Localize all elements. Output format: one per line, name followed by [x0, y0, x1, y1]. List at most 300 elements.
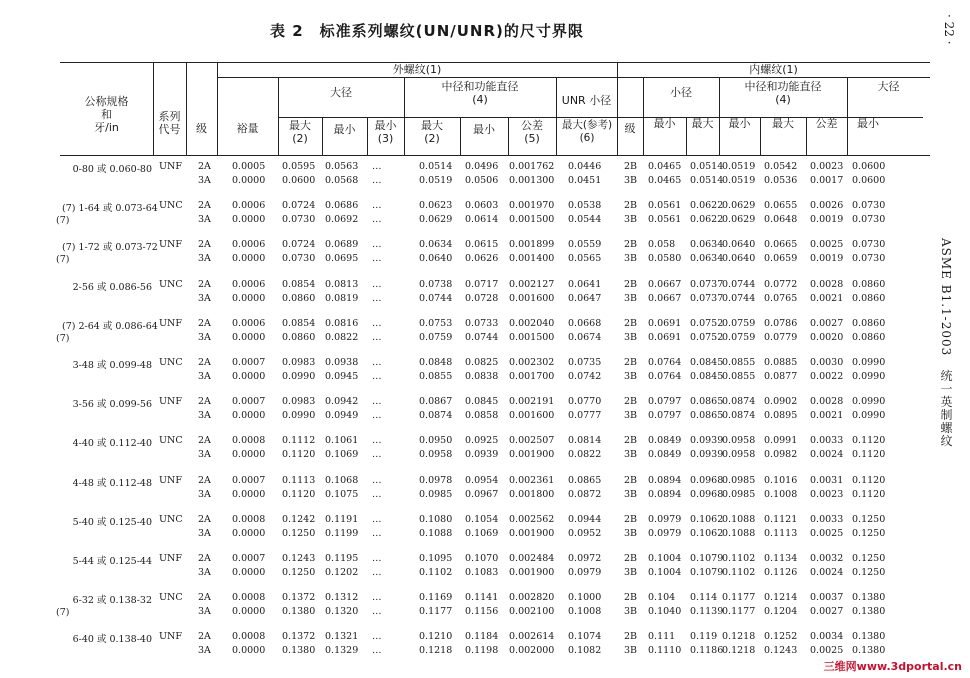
- table-cell: 0.0629: [722, 200, 756, 212]
- table-cell: 0.0728: [465, 292, 499, 304]
- table-cell: 0.119: [690, 631, 718, 643]
- table-cell: 0.058: [648, 239, 676, 251]
- table-cell: 0.0730: [852, 253, 886, 265]
- header-internal-thread: 内螺纹(1): [749, 63, 798, 76]
- table-cell: 0.1079: [690, 553, 724, 564]
- table-cell: 0.0028: [810, 278, 844, 290]
- table-cell: 0.1243: [764, 645, 798, 657]
- table-cell: 0.0536: [764, 175, 798, 186]
- table-cell: …: [372, 239, 382, 251]
- table-cell: 0.1218: [419, 645, 453, 657]
- table-cell: 0.0949: [325, 410, 359, 422]
- table-cell: 0.0008: [232, 513, 266, 525]
- table-cell: 0.0025: [810, 527, 844, 539]
- table-cell: 3B: [624, 449, 638, 461]
- table-cell: …: [372, 331, 382, 343]
- table-cell: 2B: [624, 435, 638, 447]
- header-pitch-diameter: 中径和功能直径 (4): [441, 80, 519, 106]
- table-cell: 0.0600: [852, 161, 886, 172]
- table-cell: 3B: [624, 410, 638, 422]
- table-cell: 0.0845: [690, 357, 724, 368]
- table-cell: 0.1177: [722, 606, 756, 618]
- table-cell: 0.0665: [764, 239, 798, 251]
- table-cell: 0.0717: [465, 278, 499, 290]
- table-cell: 0.0000: [232, 488, 266, 500]
- table-cell: 0.0007: [232, 553, 266, 564]
- table-cell: 0.1134: [764, 553, 798, 564]
- table-cell: 0.1210: [419, 631, 453, 643]
- table-cell: 0.0737: [690, 292, 724, 304]
- table-cell: 0.1088: [722, 513, 756, 525]
- table-cell: 0.0983: [282, 396, 316, 408]
- table-cell: 0.002614: [509, 631, 555, 643]
- table-cell: 0.0764: [648, 357, 682, 368]
- table-cell: 0.1112: [282, 435, 316, 447]
- table-cell: 0.1054: [465, 513, 499, 525]
- table-cell: 0.0692: [325, 214, 359, 226]
- table-cell: 0.0983: [282, 357, 316, 368]
- row-size: 6-32 或 0.138-32: [72, 595, 152, 607]
- table-cell: 0.0496: [465, 161, 499, 172]
- row-size-note: (7): [56, 215, 70, 227]
- table-cell: 0.1120: [282, 488, 316, 500]
- table-cell: 3B: [624, 371, 638, 382]
- table-cell: 0.1004: [648, 553, 682, 564]
- table-cell: 0.0938: [325, 357, 359, 368]
- table-cell: 0.0603: [465, 200, 499, 212]
- table-cell: 0.0514: [690, 161, 724, 172]
- header-minor-diameter: 小径: [670, 86, 692, 99]
- table-cell: 0.1380: [852, 645, 886, 657]
- table-cell: 0.1198: [465, 645, 499, 657]
- table-cell: 0.0600: [282, 175, 316, 186]
- table-cell: 0.0985: [419, 488, 453, 500]
- table-cell: 0.002484: [509, 553, 555, 564]
- table-cell: 0.0819: [325, 292, 359, 304]
- table-cell: 0.0978: [419, 474, 453, 486]
- table-cell: 0.1312: [325, 592, 359, 604]
- table-cell: 0.0007: [232, 357, 266, 368]
- table-cell: 3A: [198, 410, 211, 422]
- row-series: UNC: [159, 435, 183, 447]
- table-cell: …: [372, 357, 382, 368]
- header-size: 公称规格 和 牙/in: [84, 95, 129, 134]
- table-cell: 3A: [198, 331, 211, 343]
- table-cell: 2B: [624, 317, 638, 329]
- table-cell: 0.002100: [509, 606, 555, 618]
- table-cell: 0.1095: [419, 553, 453, 564]
- table-cell: 0.1169: [419, 592, 453, 604]
- table-cell: 0.1120: [852, 488, 886, 500]
- table-cell: 2A: [198, 513, 211, 525]
- table-cell: 0.0990: [852, 396, 886, 408]
- table-cell: 0.0686: [325, 200, 359, 212]
- table-cell: 0.1250: [282, 527, 316, 539]
- table-cell: 0.0744: [722, 278, 756, 290]
- table-cell: 2A: [198, 278, 211, 290]
- table-cell: 0.0772: [764, 278, 798, 290]
- table-cell: 0.0779: [764, 331, 798, 343]
- table-cell: 0.0858: [465, 410, 499, 422]
- table-cell: 0.1061: [325, 435, 359, 447]
- table-cell: 0.0925: [465, 435, 499, 447]
- table-cell: 2B: [624, 239, 638, 251]
- table-cell: 0.0561: [648, 214, 682, 226]
- table-cell: 0.0024: [810, 449, 844, 461]
- table-cell: 0.0000: [232, 527, 266, 539]
- row-series: UNF: [159, 553, 182, 564]
- table-cell: 0.0759: [419, 331, 453, 343]
- table-cell: 0.0855: [722, 371, 756, 382]
- table-cell: 0.0024: [810, 567, 844, 578]
- table-cell: 0.0874: [722, 410, 756, 422]
- table-cell: 0.0667: [648, 278, 682, 290]
- table-cell: 2B: [624, 474, 638, 486]
- table-cell: …: [372, 645, 382, 657]
- row-series: UNC: [159, 357, 183, 368]
- table-cell: 0.0008: [232, 592, 266, 604]
- table-cell: 0.1062: [690, 513, 724, 525]
- header-ext-pitch-min: 最小: [473, 123, 495, 136]
- table-cell: 3B: [624, 527, 638, 539]
- table-cell: 2A: [198, 317, 211, 329]
- table-cell: 0.0874: [419, 410, 453, 422]
- table-cell: 0.0007: [232, 474, 266, 486]
- table-title: 表 2 标准系列螺纹(UN/UNR)的尺寸界限: [270, 22, 584, 40]
- row-series: UNF: [159, 239, 182, 251]
- row-size: (7) 2-64 或 0.086-64: [62, 320, 158, 332]
- table-cell: …: [372, 606, 382, 618]
- table-cell: 3B: [624, 606, 638, 618]
- table-cell: 0.0752: [690, 331, 724, 343]
- header-int-minor-min: 最小: [653, 117, 676, 130]
- table-cell: 0.0730: [282, 253, 316, 265]
- table-cell: 0.0000: [232, 449, 266, 461]
- row-series: UNF: [159, 317, 182, 329]
- table-cell: 0.0979: [568, 567, 602, 578]
- table-cell: 0.0854: [282, 278, 316, 290]
- table-cell: 2B: [624, 592, 638, 604]
- table-cell: 0.1102: [722, 567, 756, 578]
- table-cell: 3B: [624, 253, 638, 265]
- table-cell: 0.0033: [810, 513, 844, 525]
- row-series: UNC: [159, 592, 183, 604]
- table-cell: 0.1329: [325, 645, 359, 657]
- table-cell: 0.0000: [232, 175, 266, 186]
- table-cell: 0.1250: [852, 513, 886, 525]
- table-cell: 0.0647: [568, 292, 602, 304]
- table-cell: 0.0730: [852, 214, 886, 226]
- table-cell: 0.0000: [232, 410, 266, 422]
- table-cell: 0.0945: [325, 371, 359, 382]
- table-cell: 0.0465: [648, 161, 682, 172]
- table-cell: …: [372, 214, 382, 226]
- row-size: 5-40 或 0.125-40: [72, 516, 152, 528]
- table-cell: 0.001800: [509, 488, 555, 500]
- table-cell: 0.1321: [325, 631, 359, 643]
- row-size: 3-48 或 0.099-48: [72, 360, 152, 371]
- table-cell: 0.0764: [648, 371, 682, 382]
- table-cell: 0.1250: [852, 553, 886, 564]
- row-size: (7) 1-64 或 0.073-64: [62, 203, 158, 215]
- table-cell: 0.0626: [465, 253, 499, 265]
- row-series: UNF: [159, 631, 182, 643]
- table-cell: 0.1204: [764, 606, 798, 618]
- row-series: UNC: [159, 278, 183, 290]
- table-cell: 0.001300: [509, 175, 555, 186]
- table-cell: 0.1242: [282, 513, 316, 525]
- table-cell: 0.0007: [232, 396, 266, 408]
- table-cell: 0.002000: [509, 645, 555, 657]
- table-cell: 0.002127: [509, 278, 555, 290]
- header-int-major-min: 最小: [857, 117, 879, 130]
- table-cell: 0.0514: [419, 161, 453, 172]
- table-cell: 3B: [624, 567, 638, 578]
- row-size-note: (7): [56, 607, 70, 619]
- table-cell: 0.0855: [419, 371, 453, 382]
- header-ext-pitch-max: 最大 (2): [421, 119, 443, 145]
- table-cell: 0.1380: [852, 631, 886, 643]
- table-cell: 3A: [198, 488, 211, 500]
- table-cell: 0.002191: [509, 396, 555, 408]
- table-cell: 0.1372: [282, 592, 316, 604]
- table-cell: 0.0742: [568, 371, 602, 382]
- table-cell: 0.104: [648, 592, 676, 604]
- table-cell: 2A: [198, 474, 211, 486]
- header-int-pitch-tol: 公差: [815, 117, 838, 130]
- table-cell: …: [372, 592, 382, 604]
- table-cell: 0.1156: [465, 606, 499, 618]
- table-cell: 0.1202: [325, 567, 359, 578]
- table-cell: 0.0985: [722, 488, 756, 500]
- table-cell: 0.0519: [722, 175, 756, 186]
- table-cell: 0.1074: [568, 631, 602, 643]
- table-cell: 2B: [624, 278, 638, 290]
- table-cell: 0.114: [690, 592, 718, 604]
- table-cell: 0.0000: [232, 606, 266, 618]
- table-cell: 2A: [198, 435, 211, 447]
- table-cell: …: [372, 175, 382, 186]
- table-cell: 0.1008: [764, 488, 798, 500]
- table-cell: 0.0825: [465, 357, 499, 368]
- table-cell: 0.0674: [568, 331, 602, 343]
- table-cell: 3A: [198, 214, 211, 226]
- table-cell: 0.0860: [282, 331, 316, 343]
- header-int-major-diameter: 大径: [877, 80, 900, 93]
- table-cell: 0.1184: [465, 631, 499, 643]
- table-cell: 0.0446: [568, 161, 602, 172]
- table-cell: 0.0985: [722, 474, 756, 486]
- table-cell: 0.1380: [852, 592, 886, 604]
- table-cell: 2B: [624, 357, 638, 368]
- table-cell: 0.0854: [282, 317, 316, 329]
- table-cell: …: [372, 410, 382, 422]
- header-int-class: 级: [624, 122, 636, 135]
- table-cell: 0.0648: [764, 214, 798, 226]
- table-cell: 0.0753: [419, 317, 453, 329]
- table-cell: 0.0822: [325, 331, 359, 343]
- table-cell: 2B: [624, 200, 638, 212]
- table-cell: 0.0822: [568, 449, 602, 461]
- header-unr-max-ref: 最大(参考) (6): [561, 119, 613, 144]
- header-major-diameter: 大径: [330, 86, 352, 99]
- table-cell: 0.0000: [232, 371, 266, 382]
- table-cell: 0.0695: [325, 253, 359, 265]
- table-cell: 0.0968: [690, 474, 724, 486]
- table-cell: 0.1069: [325, 449, 359, 461]
- table-cell: 0.1016: [764, 474, 798, 486]
- table-cell: 0.0634: [419, 239, 453, 251]
- table-cell: 0.001762: [509, 161, 555, 172]
- table-cell: …: [372, 488, 382, 500]
- table-cell: 0.001900: [509, 567, 555, 578]
- table-cell: 0.0640: [419, 253, 453, 265]
- table-cell: …: [372, 449, 382, 461]
- table-cell: 0.0561: [648, 200, 682, 212]
- table-cell: 3A: [198, 371, 211, 382]
- table-cell: 0.001600: [509, 292, 555, 304]
- table-cell: 0.0733: [465, 317, 499, 329]
- table-cell: 0.0967: [465, 488, 499, 500]
- table-cell: 0.0813: [325, 278, 359, 290]
- table-cell: 0.0838: [465, 371, 499, 382]
- row-size-note: (7): [56, 254, 70, 266]
- table-cell: 0.0000: [232, 331, 266, 343]
- row-size: 6-40 或 0.138-40: [72, 634, 152, 646]
- table-cell: 0.0979: [648, 527, 682, 539]
- table-cell: 0.1070: [465, 553, 499, 564]
- table-cell: 0.0958: [722, 435, 756, 447]
- table-cell: 0.0939: [465, 449, 499, 461]
- header-ext-pitch-tol: 公差 (5): [521, 119, 543, 145]
- table-cell: 0.0786: [764, 317, 798, 329]
- table-cell: 3B: [624, 645, 638, 657]
- table-cell: 0.1243: [282, 553, 316, 564]
- table-cell: 0.0023: [810, 488, 844, 500]
- table-cell: 2A: [198, 553, 211, 564]
- table-cell: 0.0641: [568, 278, 602, 290]
- table-cell: 0.0942: [325, 396, 359, 408]
- table-cell: 0.002507: [509, 435, 555, 447]
- table-cell: 0.1069: [465, 527, 499, 539]
- table-cell: 2B: [624, 396, 638, 408]
- table-cell: 0.001899: [509, 239, 555, 251]
- table-cell: 0.0735: [568, 357, 602, 368]
- table-cell: 0.0730: [282, 214, 316, 226]
- row-size-note: (7): [56, 332, 70, 344]
- table-cell: 0.0031: [810, 474, 844, 486]
- table-cell: 0.1199: [325, 527, 359, 539]
- table-cell: 0.0542: [764, 161, 798, 172]
- header-int-pitch-diameter: 中径和功能直径 (4): [744, 80, 822, 106]
- table-cell: 0.0894: [648, 474, 682, 486]
- table-cell: 0.0797: [648, 410, 682, 422]
- table-cell: 0.1113: [764, 527, 798, 539]
- table-cell: 0.0022: [810, 371, 844, 382]
- table-cell: 3A: [198, 175, 211, 186]
- table-cell: 0.001400: [509, 253, 555, 265]
- table-cell: 0.1083: [465, 567, 499, 578]
- table-cell: 0.1250: [852, 527, 886, 539]
- table-cell: 0.0023: [810, 161, 844, 172]
- table-cell: 0.0019: [810, 214, 844, 226]
- table-cell: 2B: [624, 631, 638, 643]
- table-cell: 0.0737: [690, 278, 724, 290]
- table-cell: 0.0855: [722, 357, 756, 368]
- table-cell: 0.0629: [722, 214, 756, 226]
- table-cell: 0.0451: [568, 175, 602, 186]
- table-cell: 0.0848: [419, 357, 453, 368]
- row-series: UNC: [159, 513, 183, 525]
- table-cell: 0.0958: [722, 449, 756, 461]
- table-cell: 0.1068: [325, 474, 359, 486]
- table-cell: 0.0655: [764, 200, 798, 212]
- table-cell: 0.0950: [419, 435, 453, 447]
- table-cell: 0.0724: [282, 239, 316, 251]
- table-cell: 0.1120: [852, 435, 886, 447]
- table-cell: 0.002562: [509, 513, 555, 525]
- table-cell: 0.0865: [690, 410, 724, 422]
- table-cell: 0.0037: [810, 592, 844, 604]
- table-cell: 0.0777: [568, 410, 602, 422]
- header-external-thread: 外螺纹(1): [392, 63, 442, 76]
- table-cell: 3B: [624, 292, 638, 304]
- row-size: 2-56 或 0.086-56: [72, 281, 152, 293]
- table-cell: 0.0865: [690, 396, 724, 408]
- table-cell: 0.0020: [810, 331, 844, 343]
- table-cell: 3B: [624, 175, 638, 186]
- table-cell: 0.0006: [232, 239, 266, 251]
- table-cell: 0.0939: [690, 449, 724, 461]
- table-cell: 0.0000: [232, 214, 266, 226]
- table-cell: 0.0860: [852, 292, 886, 304]
- table-cell: 0.0615: [465, 239, 499, 251]
- table-cell: …: [372, 567, 382, 578]
- table-cell: 0.0991: [764, 435, 798, 447]
- table-cell: 2B: [624, 513, 638, 525]
- table-cell: 0.0990: [852, 371, 886, 382]
- table-cell: 0.0668: [568, 317, 602, 329]
- header-series: 系列 代号: [158, 110, 181, 136]
- table-cell: 0.0845: [690, 371, 724, 382]
- table-cell: 0.0565: [568, 253, 602, 265]
- table-cell: 0.0691: [648, 331, 682, 343]
- table-cell: 0.0008: [232, 435, 266, 447]
- header-int-pitch-max: 最大: [772, 117, 794, 130]
- table-cell: …: [372, 435, 382, 447]
- table-cell: 2A: [198, 200, 211, 212]
- table-cell: 0.1008: [568, 606, 602, 618]
- table-cell: 0.0030: [810, 357, 844, 368]
- table-cell: 0.1113: [282, 474, 316, 486]
- header-int-minor-max: 最大: [691, 117, 714, 130]
- table-cell: 2A: [198, 161, 211, 172]
- table-cell: 0.002302: [509, 357, 555, 368]
- table-cell: 0.001700: [509, 371, 555, 382]
- table-cell: 0.1380: [282, 606, 316, 618]
- table-cell: 0.0752: [690, 317, 724, 329]
- table-cell: 0.0860: [852, 331, 886, 343]
- table-cell: 0.0765: [764, 292, 798, 304]
- table-cell: 0.0730: [852, 239, 886, 251]
- watermark: 三维网www.3dportal.cn: [823, 660, 962, 673]
- table-cell: 0.1121: [764, 513, 798, 525]
- table-cell: 0.0595: [282, 161, 316, 172]
- table-cell: 0.001900: [509, 527, 555, 539]
- table-cell: 0.1000: [568, 592, 602, 604]
- table-cell: 0.0634: [690, 239, 724, 251]
- table-cell: 0.0027: [810, 606, 844, 618]
